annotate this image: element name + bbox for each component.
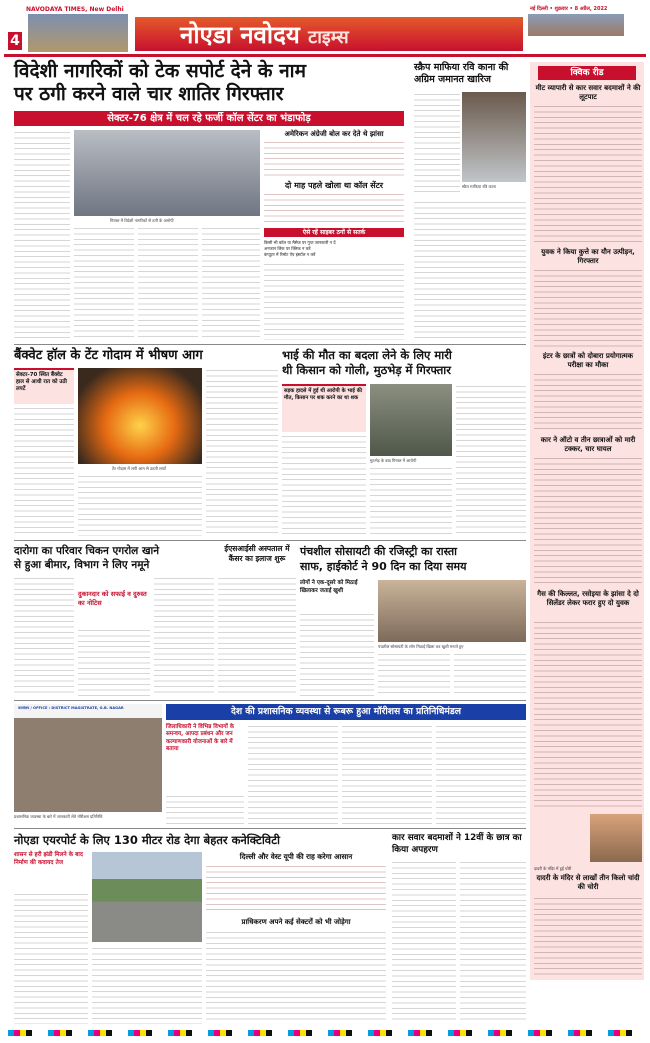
panchsheel-headline-line-1: पंचशील सोसायटी की रजिस्ट्री का रास्ता [300,545,458,558]
scrap-body-1 [414,92,460,196]
fire-photo [78,368,202,464]
lead-side-body-3 [264,262,404,340]
masthead [0,0,650,56]
sidebar-item-head: युवक ने किया कुत्ते का यौन उत्पीड़न, गिरफ्तार [541,248,635,265]
sidebar-item-head: गैस की किल्लत, रसोइया के झांसा दे दो सिलेंडर लेकर फरार हुए दो युवक [537,590,639,607]
airport-sub-2: प्राधिकरण अपने कई सेक्टरों को भी जोड़ेगा [241,918,351,926]
daroga-body-3 [154,576,214,696]
daroga-headline-line-2: से हुआ बीमार, विभाग ने लिए नमूने [14,559,150,571]
mauritius-office-sign: कार्यालय / OFFICE : DISTRICT MAGISTRATE, G.B. NAGAR [18,706,124,710]
lead-photo-caption: गिरफ्त में विदेशी नागरिकों से ठगी के आरोपी [110,218,174,223]
scrap-headline: स्क्रैप माफिया रवि काना की अग्रिम जमानत खारिज [414,62,509,85]
murder-box [282,384,366,432]
masthead-title-suffix: टाइम्स [308,27,349,48]
murder-headline-line-2: थी किसान को गोली, मुठभेड़ में गिरफ्तार [282,363,451,377]
section-divider [14,828,526,829]
daroga-body-2 [78,628,150,696]
masthead-date: नई दिल्ली • शुक्रवार • 8 अप्रैल, 2022 [530,6,608,12]
airport-body-1 [14,892,88,1024]
murder-body-3 [456,384,526,536]
scrap-photo [462,92,526,182]
kidnap-body-2 [460,860,526,1024]
murder-body-1 [282,434,366,536]
temple-photo-caption: दादरी के मंदिर में हुई चोरी [534,866,572,871]
mauritius-box-text: जिलाधिकारी ने विभिन्न विभागों के समन्वय, आपदा प्रबंधन और जन कल्याणकारी योजनाओं के बारे में बताया [166,724,235,753]
lead-bullets [264,240,404,258]
mauritius-body-1 [166,794,244,824]
airport-headline: नोएडा एयरपोर्ट के लिए 130 मीटर रोड देगा बेहतर कनेक्टिविटी [14,833,280,847]
page-number: 4 [8,32,22,50]
panchsheel-body-3 [454,652,526,696]
fire-body-2 [206,368,278,536]
sidebar-item-body [534,896,642,976]
panchsheel-photo [378,580,526,642]
fire-box-head: सेक्टर-70 स्थित बैंक्वेट हाल से आधी रात को उठी लपटें [16,372,67,392]
masthead-photo-right [528,14,624,36]
panchsheel-body-1 [300,612,374,696]
murder-photo-caption: मुठभेड़ के बाद गिरफ्त में आरोपी [370,458,417,463]
scrap-photo-caption: स्क्रैप माफिया रवि काना [462,184,496,189]
masthead-title [180,18,349,51]
sidebar-item-head: कार ने ऑटो व तीन छात्राओं को मारी टक्कर, चार घायल [540,436,636,453]
panchsheel-box-head: लोगों ने एक-दूसरे को मिठाई खिलाकर जताई खुशी [300,580,358,594]
section-divider [14,344,526,345]
sidebar-label: क्विक रीड [538,66,636,80]
lead-subhead: सेक्टर-76 क्षेत्र में चल रहे फर्जी कॉल सेंटर का भंडाफोड़ [14,111,404,126]
lead-side-head: अमेरिकन अंग्रेजी बोल कर देते थे झांसा [284,130,384,138]
murder-headline [282,348,526,378]
temple-photo [590,814,642,862]
sidebar-item-head: दादरी के मंदिर से लाखों तीन किलो चांदी की चोरी [536,874,640,891]
airport-sub-1: दिल्ली और वेस्ट यूपी की राह करेगा आसान [239,852,353,861]
daroga-box-head: दुकानदार को सफाई व दुरुस्त का नोटिस [78,590,147,607]
lead-body-col-4 [202,226,260,340]
sidebar-item-head: मीट व्यापारी से कार सवार बदमाशों ने की लूटपाट [535,84,641,101]
mauritius-body-4 [436,724,526,824]
fire-body-1 [14,406,74,536]
masthead-rule [4,54,646,57]
lead-bullet: कंप्यूटर में रिमोट ऐप इंस्टॉल न करें [264,252,316,257]
airport-sub-body-2 [206,930,386,1024]
fire-photo-caption: टेंट गोदाम में लगी आग से उठती लपटें [112,466,167,471]
registration-strip [8,1030,642,1036]
murder-box-text: सड़क हादसे में हुई थी आरोपी के भाई की मौत, किसान पर शक करने का था शक [284,388,363,401]
panchsheel-photo-caption: पंचशील सोसायटी के लोग मिठाई खिला कर खुशी मनाते हुए [378,644,464,649]
scrap-body-2 [414,200,526,340]
airport-sub-body-1 [206,864,386,914]
sidebar-item-body [534,620,642,810]
masthead-photo-left [28,14,128,52]
lead-headline [14,60,404,106]
fire-headline: बैंक्वेट हॉल के टेंट गोदाम में भीषण आग [14,348,203,363]
lead-bullet: किसी भी कॉल या मैसेज पर गुप्त जानकारी न दें [264,240,336,245]
sidebar-item-body [534,456,642,586]
sidebar-item-body [534,268,642,348]
airport-box [14,852,88,888]
daroga-headline [14,544,212,572]
airport-box-head: शासन से हरी झंडी मिलने के बाद निर्माण की कवायद तेज [14,852,83,866]
mauritius-box [166,724,244,792]
kidnap-body-1 [392,860,456,1024]
edition-label: NAVODAYA TIMES, New Delhi [26,6,124,13]
murder-photo [370,384,452,456]
daroga-headline-line-1: दारोगा का परिवार चिकन एगरोल खाने [14,545,160,557]
lead-side-body-2 [264,192,404,226]
mauritius-headline: देश की प्रशासनिक व्यवस्था से रूबरू हुआ मॉरीशस का प्रतिनिधिमंडल [166,704,526,720]
esi-headline: ईएसआईसी अस्पताल में कैंसर का इलाज शुरू [224,544,290,563]
lead-headline-line-2: पर ठगी करने वाले चार शातिर गिरफ्तार [14,83,284,105]
murder-headline-line-1: भाई की मौत का बदला लेने के लिए मारी [282,348,452,362]
esi-body [218,576,296,696]
sidebar-item-body [534,372,642,432]
lead-photo [74,130,260,216]
airport-body-2 [92,946,202,1024]
panchsheel-box [300,580,374,610]
masthead-title-main: नोएडा नवोदय [180,21,300,49]
lead-side-body-1 [264,140,404,176]
lead-body-col-3 [138,226,198,340]
panchsheel-headline [300,544,526,574]
panchsheel-headline-line-2: साफ, हाईकोर्ट ने 90 दिन का दिया समय [300,560,467,573]
daroga-box [78,590,150,624]
lead-alert-bar: ऐसे रहें साइबर ठगों से सतर्क [264,228,404,237]
mauritius-photo-caption: प्रशासनिक व्यवस्था के बारे में जानकारी लेते मॉरीशस प्रतिनिधि [14,814,103,819]
section-divider [14,700,526,701]
lead-headline-line-1: विदेशी नागरिकों को टेक सपोर्ट देने के नाम [14,60,306,82]
section-divider [14,540,526,541]
sidebar-item-body [534,104,642,244]
kidnap-headline: कार सवार बदमाशों ने 12वीं के छात्र का किया अपहरण [392,833,522,855]
lead-bullet: अनजान लिंक पर क्लिक न करें [264,246,311,251]
mauritius-body-3 [342,724,432,824]
panchsheel-body-2 [378,652,450,696]
fire-box [14,368,74,404]
murder-body-2 [370,466,452,536]
airport-photo [92,852,202,942]
daroga-body-1 [14,576,74,696]
lead-body-col-1 [14,130,70,340]
lead-side-head-2: दो माह पहले खोला था कॉल सेंटर [285,181,383,190]
sidebar-item-head: इंटर के छात्रों को दोबारा प्रयोगात्मक परीक्षा का मौका [542,352,634,369]
mauritius-photo [14,704,162,812]
mauritius-body-2 [248,724,338,824]
fire-body-3 [78,474,202,536]
lead-body-col-2 [74,226,134,340]
